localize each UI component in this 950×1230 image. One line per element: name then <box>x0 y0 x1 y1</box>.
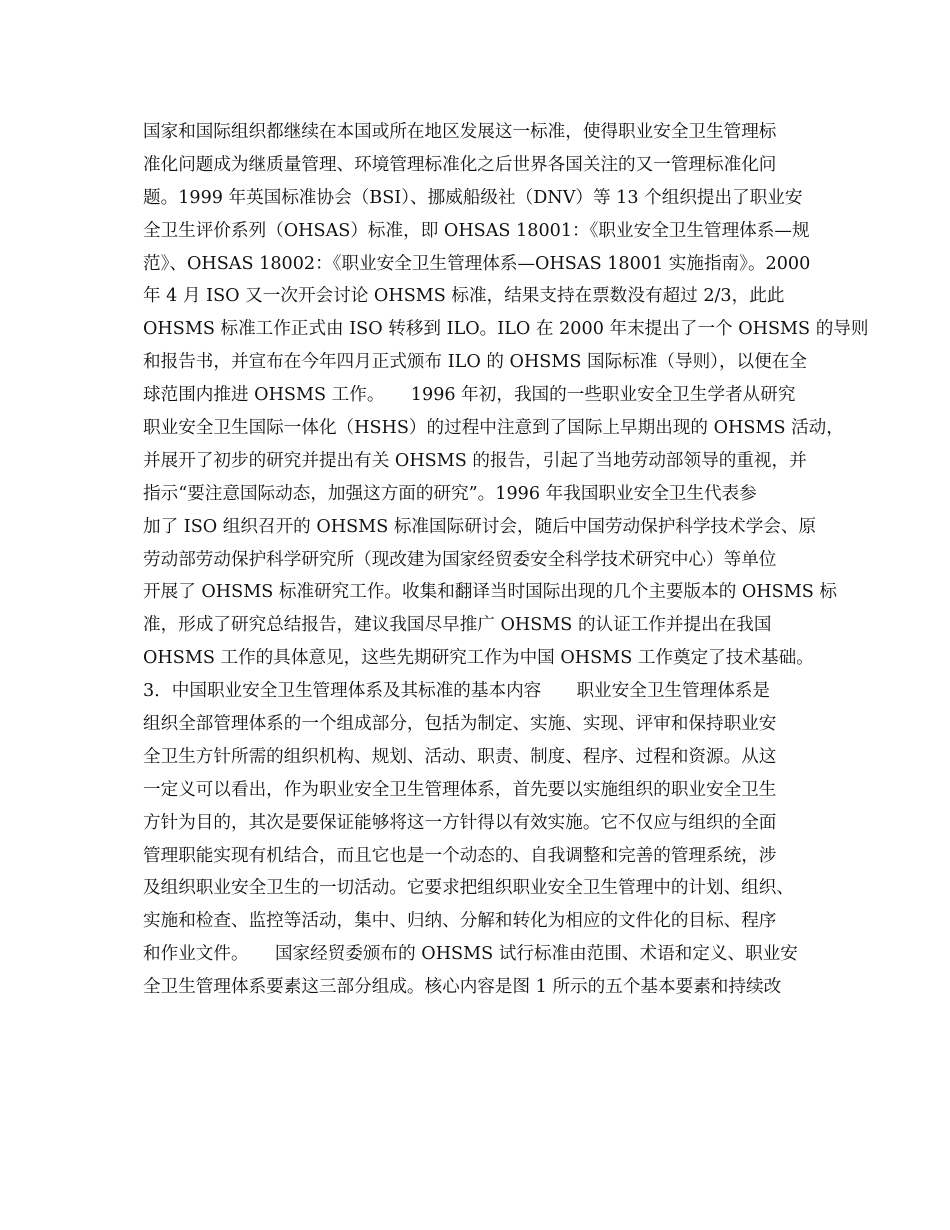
text-line-21: 一定义可以看出，作为职业安全卫生管理体系，首先要以实施组织的职业安全卫生 <box>143 779 777 800</box>
text-line-14: 劳动部劳动保护科学研究所（现改建为国家经贸委安全科学技术研究中心）等单位 <box>143 549 777 570</box>
text-line-4: 全卫生评价系列（OHSAS）标准，即 OHSAS 18001：《职业安全卫生管理体系—规 <box>143 220 810 241</box>
text-line-20: 全卫生方针所需的组织机构、规划、活动、职责、制度、程序、过程和资源。从这 <box>143 746 777 767</box>
text-line-18: 3．中国职业安全卫生管理体系及其标准的基本内容 职业安全卫生管理体系是 <box>143 681 770 702</box>
text-line-22: 方针为目的，其次是要保证能够将这一方针得以有效实施。它不仅应与组织的全面 <box>143 812 777 833</box>
text-line-1: 国家和国际组织都继续在本国或所在地区发展这一标准，使得职业安全卫生管理标 <box>143 122 777 142</box>
text-line-24: 及组织职业安全卫生的一切活动。它要求把组织职业安全卫生管理中的计划、组织、 <box>143 878 794 899</box>
text-line-2: 准化问题成为继质量管理、环境管理标准化之后世界各国关注的又一管理标准化问 <box>143 154 777 175</box>
text-line-5: 范》、OHSAS 18002：《职业安全卫生管理体系—OHSAS 18001 实施指南》。2000 <box>143 253 811 274</box>
text-line-27: 全卫生管理体系要素这三部分组成。核心内容是图 1 所示的五个基本要素和持续改 <box>143 977 782 998</box>
text-line-6: 年 4 月 ISO 又一次开会讨论 OHSMS 标准，结果支持在票数没有超过 2/3，此此 <box>143 286 785 307</box>
text-line-19: 组织全部管理体系的一个组成部分，包括为制定、实施、实现、评审和保持职业安 <box>143 714 777 735</box>
text-line-16: 准，形成了研究总结报告，建议我国尽早推广 OHSMS 的认证工作并提出在我国 <box>143 615 772 636</box>
text-line-7: OHSMS 标准工作正式由 ISO 转移到 ILO。ILO 在 2000 年末提出了一个 OHSMS 的导则 <box>143 319 869 340</box>
body-text <box>143 116 869 1004</box>
text-line-11: 并展开了初步的研究并提出有关 OHSMS 的报告，引起了当地劳动部领导的重视，并 <box>143 450 807 471</box>
text-line-12: 指示“要注意国际动态，加强这方面的研究”。1996 年我国职业安全卫生代表参 <box>143 483 757 504</box>
text-line-23: 管理职能实现有机结合，而且它也是一个动态的、自我调整和完善的管理系统，涉 <box>143 845 777 866</box>
text-line-10: 职业安全卫生国际一体化（HSHS）的过程中注意到了国际上早期出现的 OHSMS 活动， <box>143 418 844 439</box>
text-line-15: 开展了 OHSMS 标准研究工作。收集和翻译当时国际出现的几个主要版本的 OHSMS 标 <box>143 582 837 603</box>
text-line-13: 加了 ISO 组织召开的 OHSMS 标准国际研讨会，随后中国劳动保护科学技术学会、原 <box>143 516 817 537</box>
text-line-26: 和作业文件。 国家经贸委颁布的 OHSMS 试行标准由范围、术语和定义、职业安 <box>143 944 798 965</box>
text-line-9: 球范围内推进 OHSMS 工作。 1996 年初，我国的一些职业安全卫生学者从研究 <box>143 385 796 406</box>
text-line-3: 题。1999 年英国标准协会（BSI）、挪威船级社（DNV）等 13 个组织提出了职业安 <box>143 187 803 208</box>
text-line-25: 实施和检查、监控等活动，集中、归纳、分解和转化为相应的文件化的目标、程序 <box>143 911 777 932</box>
text-line-17: OHSMS 工作的具体意见，这些先期研究工作为中国 OHSMS 工作奠定了技术基础。 <box>143 648 814 669</box>
text-line-8: 和报告书，并宣布在今年四月正式颁布 ILO 的 OHSMS 国际标准（导则），以便在全 <box>143 352 807 373</box>
